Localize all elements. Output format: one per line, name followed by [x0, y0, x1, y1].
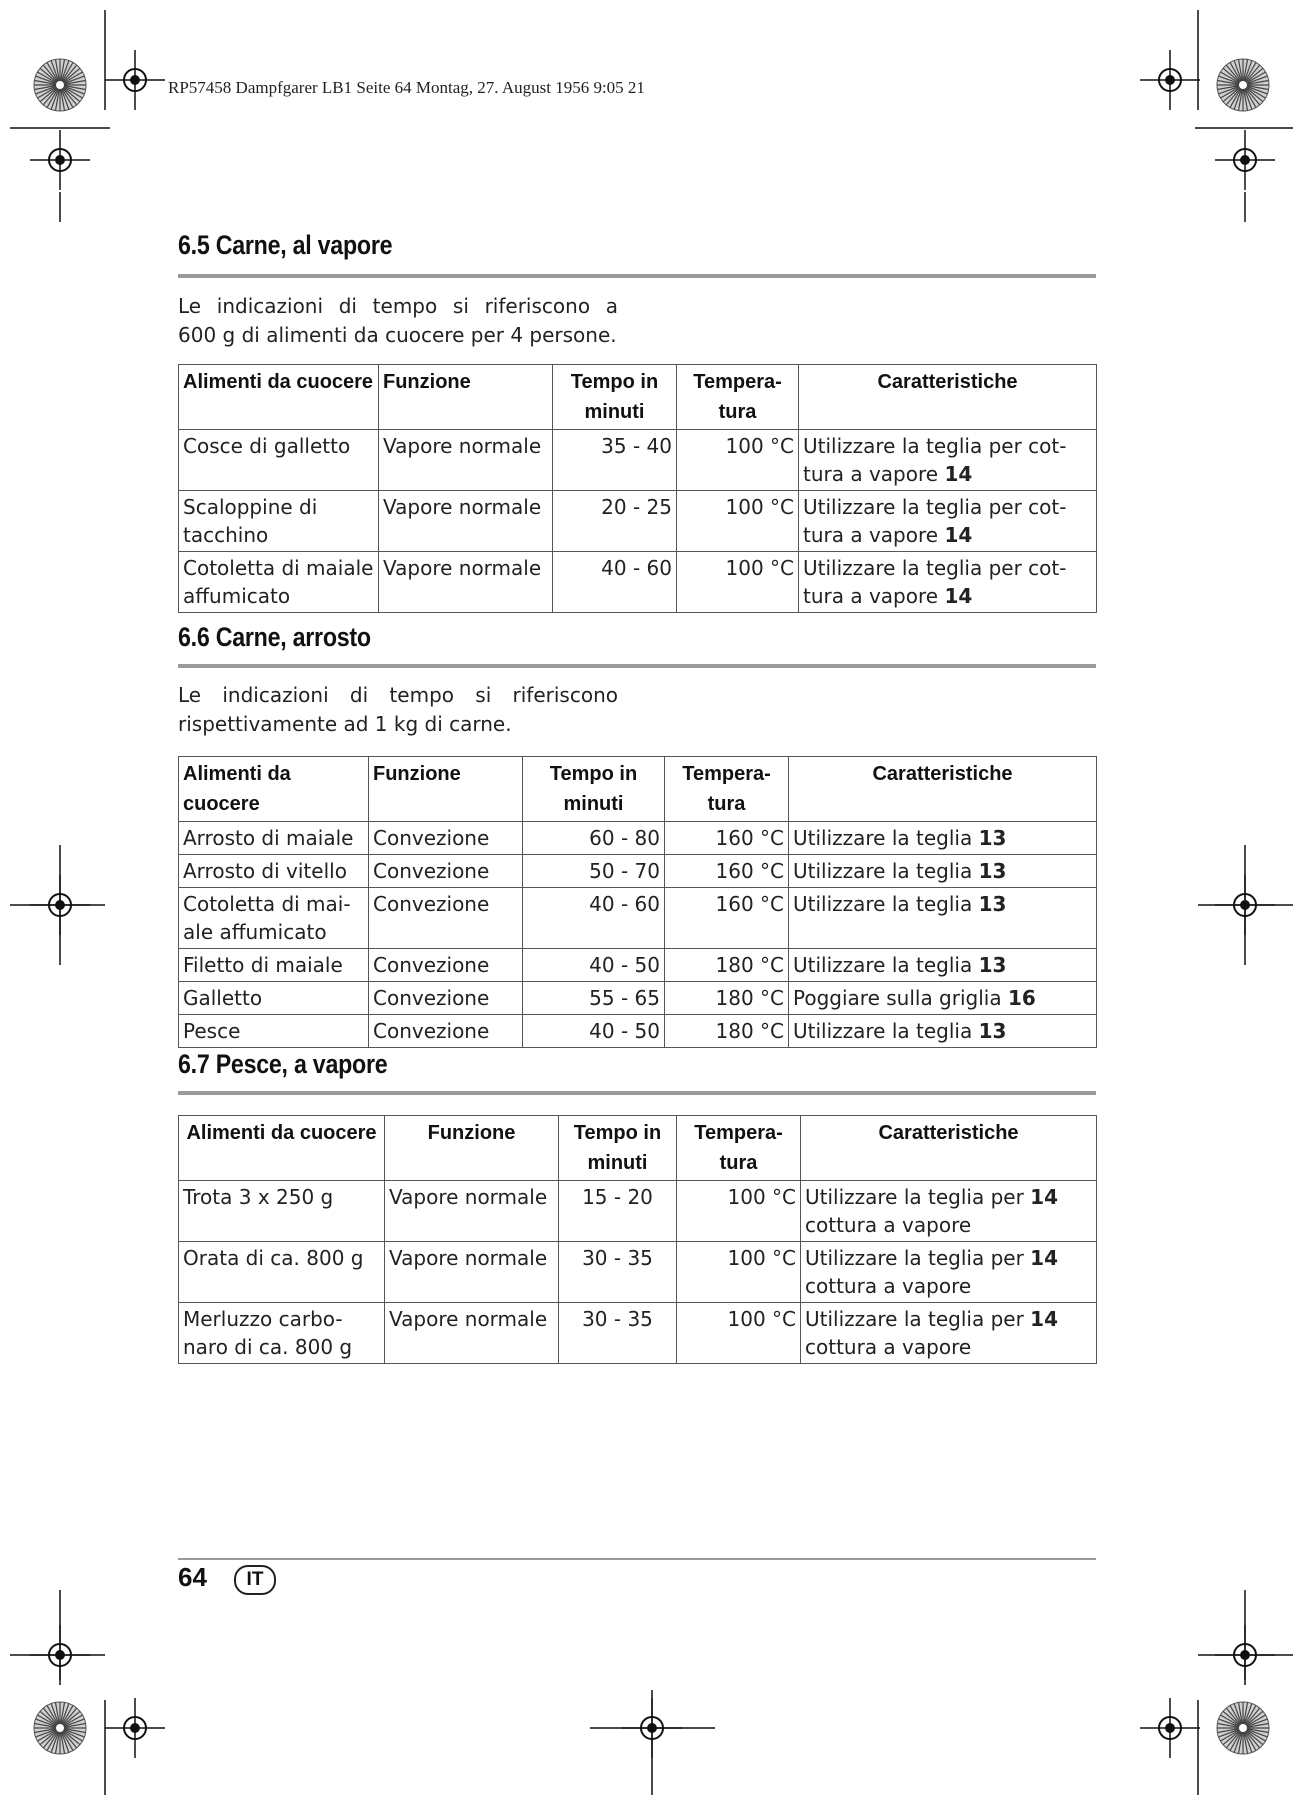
header-function: Funzione — [379, 365, 553, 430]
cell-function: Vapore normale — [379, 491, 553, 552]
cell-temperature: 160 °C — [665, 822, 789, 855]
footer-rule — [178, 1558, 1096, 1560]
table-row — [179, 855, 1097, 888]
cell-notes: Utilizzare la teglia per 14 cottura a vapore — [801, 1242, 1097, 1303]
cell-time: 35 - 40 — [553, 430, 677, 491]
section-rule — [178, 274, 1096, 278]
table-row — [179, 949, 1097, 982]
header-time: Tempo in minuti — [559, 1116, 677, 1181]
header-notes: Caratteristiche — [789, 757, 1097, 822]
header-time: Tempo in minuti — [523, 757, 665, 822]
cell-temperature: 160 °C — [665, 855, 789, 888]
table-steamed-meat — [178, 364, 1097, 613]
header-food: Alimenti da cuocere — [179, 1116, 385, 1181]
header-function: Funzione — [369, 757, 523, 822]
cell-function: Vapore normale — [385, 1303, 559, 1364]
cell-time: 40 - 50 — [523, 1015, 665, 1048]
cell-time: 30 - 35 — [559, 1303, 677, 1364]
cell-time: 15 - 20 — [559, 1181, 677, 1242]
table-row — [179, 1242, 1097, 1303]
intro-line: rispettivamente ad 1 kg di carne. — [178, 712, 512, 736]
header-notes: Caratteristiche — [799, 365, 1097, 430]
cell-food: Merluzzo carbo- naro di ca. 800 g — [179, 1303, 385, 1364]
table-header-row — [179, 1116, 1097, 1181]
cell-temperature: 100 °C — [677, 552, 799, 613]
cell-function: Convezione — [369, 982, 523, 1015]
cell-notes: Utilizzare la teglia 13 — [789, 1015, 1097, 1048]
cell-temperature: 100 °C — [677, 430, 799, 491]
cell-food: Galletto — [179, 982, 369, 1015]
header-notes: Caratteristiche — [801, 1116, 1097, 1181]
cell-function: Vapore normale — [379, 552, 553, 613]
cell-time: 40 - 50 — [523, 949, 665, 982]
cell-function: Convezione — [369, 855, 523, 888]
section-intro-6-5 — [178, 292, 618, 350]
cell-notes: Utilizzare la teglia 13 — [789, 822, 1097, 855]
section-heading-6-5: 6.5 Carne, al vapore — [178, 230, 393, 260]
intro-line: 600 g di alimenti da cuocere per 4 persone. — [178, 323, 617, 347]
cell-time: 30 - 35 — [559, 1242, 677, 1303]
cell-temperature: 100 °C — [677, 491, 799, 552]
table-row — [179, 491, 1097, 552]
cell-time: 60 - 80 — [523, 822, 665, 855]
header-temperature: Tempera- tura — [677, 365, 799, 430]
header-food: Alimenti da cuocere — [179, 757, 369, 822]
table-steamed-fish — [178, 1115, 1097, 1364]
table-roast-meat — [178, 756, 1097, 1048]
cell-food: Trota 3 x 250 g — [179, 1181, 385, 1242]
cell-temperature: 100 °C — [677, 1242, 801, 1303]
header-time: Tempo in minuti — [553, 365, 677, 430]
section-heading-6-6: 6.6 Carne, arrosto — [178, 622, 371, 652]
cell-notes: Utilizzare la teglia per 14 cottura a vapore — [801, 1303, 1097, 1364]
cell-time: 50 - 70 — [523, 855, 665, 888]
cell-function: Convezione — [369, 949, 523, 982]
cell-notes: Poggiare sulla griglia 16 — [789, 982, 1097, 1015]
cell-time: 40 - 60 — [523, 888, 665, 949]
section-rule — [178, 1091, 1096, 1095]
cell-temperature: 100 °C — [677, 1303, 801, 1364]
header-food: Alimenti da cuocere — [179, 365, 379, 430]
intro-line: Le indicazioni di tempo si riferiscono a — [178, 294, 618, 318]
cell-food: Arrosto di maiale — [179, 822, 369, 855]
header-function: Funzione — [385, 1116, 559, 1181]
header-temperature: Tempera- tura — [677, 1116, 801, 1181]
table-row — [179, 1015, 1097, 1048]
table-row — [179, 822, 1097, 855]
cell-notes: Utilizzare la teglia 13 — [789, 949, 1097, 982]
cell-notes: Utilizzare la teglia per cot- tura a vapore 14 — [799, 491, 1097, 552]
cell-food: Orata di ca. 800 g — [179, 1242, 385, 1303]
cell-notes: Utilizzare la teglia per cot- tura a vapore 14 — [799, 552, 1097, 613]
intro-line: Le indicazioni di tempo si riferiscono — [178, 683, 618, 707]
cell-notes: Utilizzare la teglia 13 — [789, 888, 1097, 949]
table-row — [179, 1181, 1097, 1242]
cell-temperature: 180 °C — [665, 949, 789, 982]
page-number: 64 — [178, 1562, 207, 1592]
table-row — [179, 430, 1097, 491]
table-header-row — [179, 365, 1097, 430]
print-slug: RP57458 Dampfgarer LB1 Seite 64 Montag, 27. August 1956 9:05 21 — [168, 78, 645, 97]
language-badge: IT — [234, 1565, 276, 1595]
cell-function: Vapore normale — [379, 430, 553, 491]
section-heading-6-7: 6.7 Pesce, a vapore — [178, 1049, 388, 1079]
cell-food: Cotoletta di maiale affumicato — [179, 552, 379, 613]
cell-function: Convezione — [369, 888, 523, 949]
cell-time: 20 - 25 — [553, 491, 677, 552]
table-row — [179, 982, 1097, 1015]
section-rule — [178, 664, 1096, 668]
cell-temperature: 100 °C — [677, 1181, 801, 1242]
cell-food: Pesce — [179, 1015, 369, 1048]
cell-food: Filetto di maiale — [179, 949, 369, 982]
cell-notes: Utilizzare la teglia 13 — [789, 855, 1097, 888]
table-row — [179, 1303, 1097, 1364]
cell-time: 55 - 65 — [523, 982, 665, 1015]
cell-temperature: 180 °C — [665, 982, 789, 1015]
cell-function: Vapore normale — [385, 1242, 559, 1303]
cell-function: Convezione — [369, 822, 523, 855]
cell-temperature: 180 °C — [665, 1015, 789, 1048]
cell-notes: Utilizzare la teglia per 14 cottura a vapore — [801, 1181, 1097, 1242]
cell-notes: Utilizzare la teglia per cot- tura a vapore 14 — [799, 430, 1097, 491]
header-temperature: Tempera- tura — [665, 757, 789, 822]
cell-food: Scaloppine di tacchino — [179, 491, 379, 552]
cell-function: Vapore normale — [385, 1181, 559, 1242]
table-row — [179, 888, 1097, 949]
table-row — [179, 552, 1097, 613]
section-intro-6-6 — [178, 681, 618, 739]
cell-time: 40 - 60 — [553, 552, 677, 613]
cell-food: Cotoletta di mai- ale affumicato — [179, 888, 369, 949]
cell-food: Arrosto di vitello — [179, 855, 369, 888]
cell-function: Convezione — [369, 1015, 523, 1048]
table-header-row — [179, 757, 1097, 822]
cell-food: Cosce di galletto — [179, 430, 379, 491]
cell-temperature: 160 °C — [665, 888, 789, 949]
